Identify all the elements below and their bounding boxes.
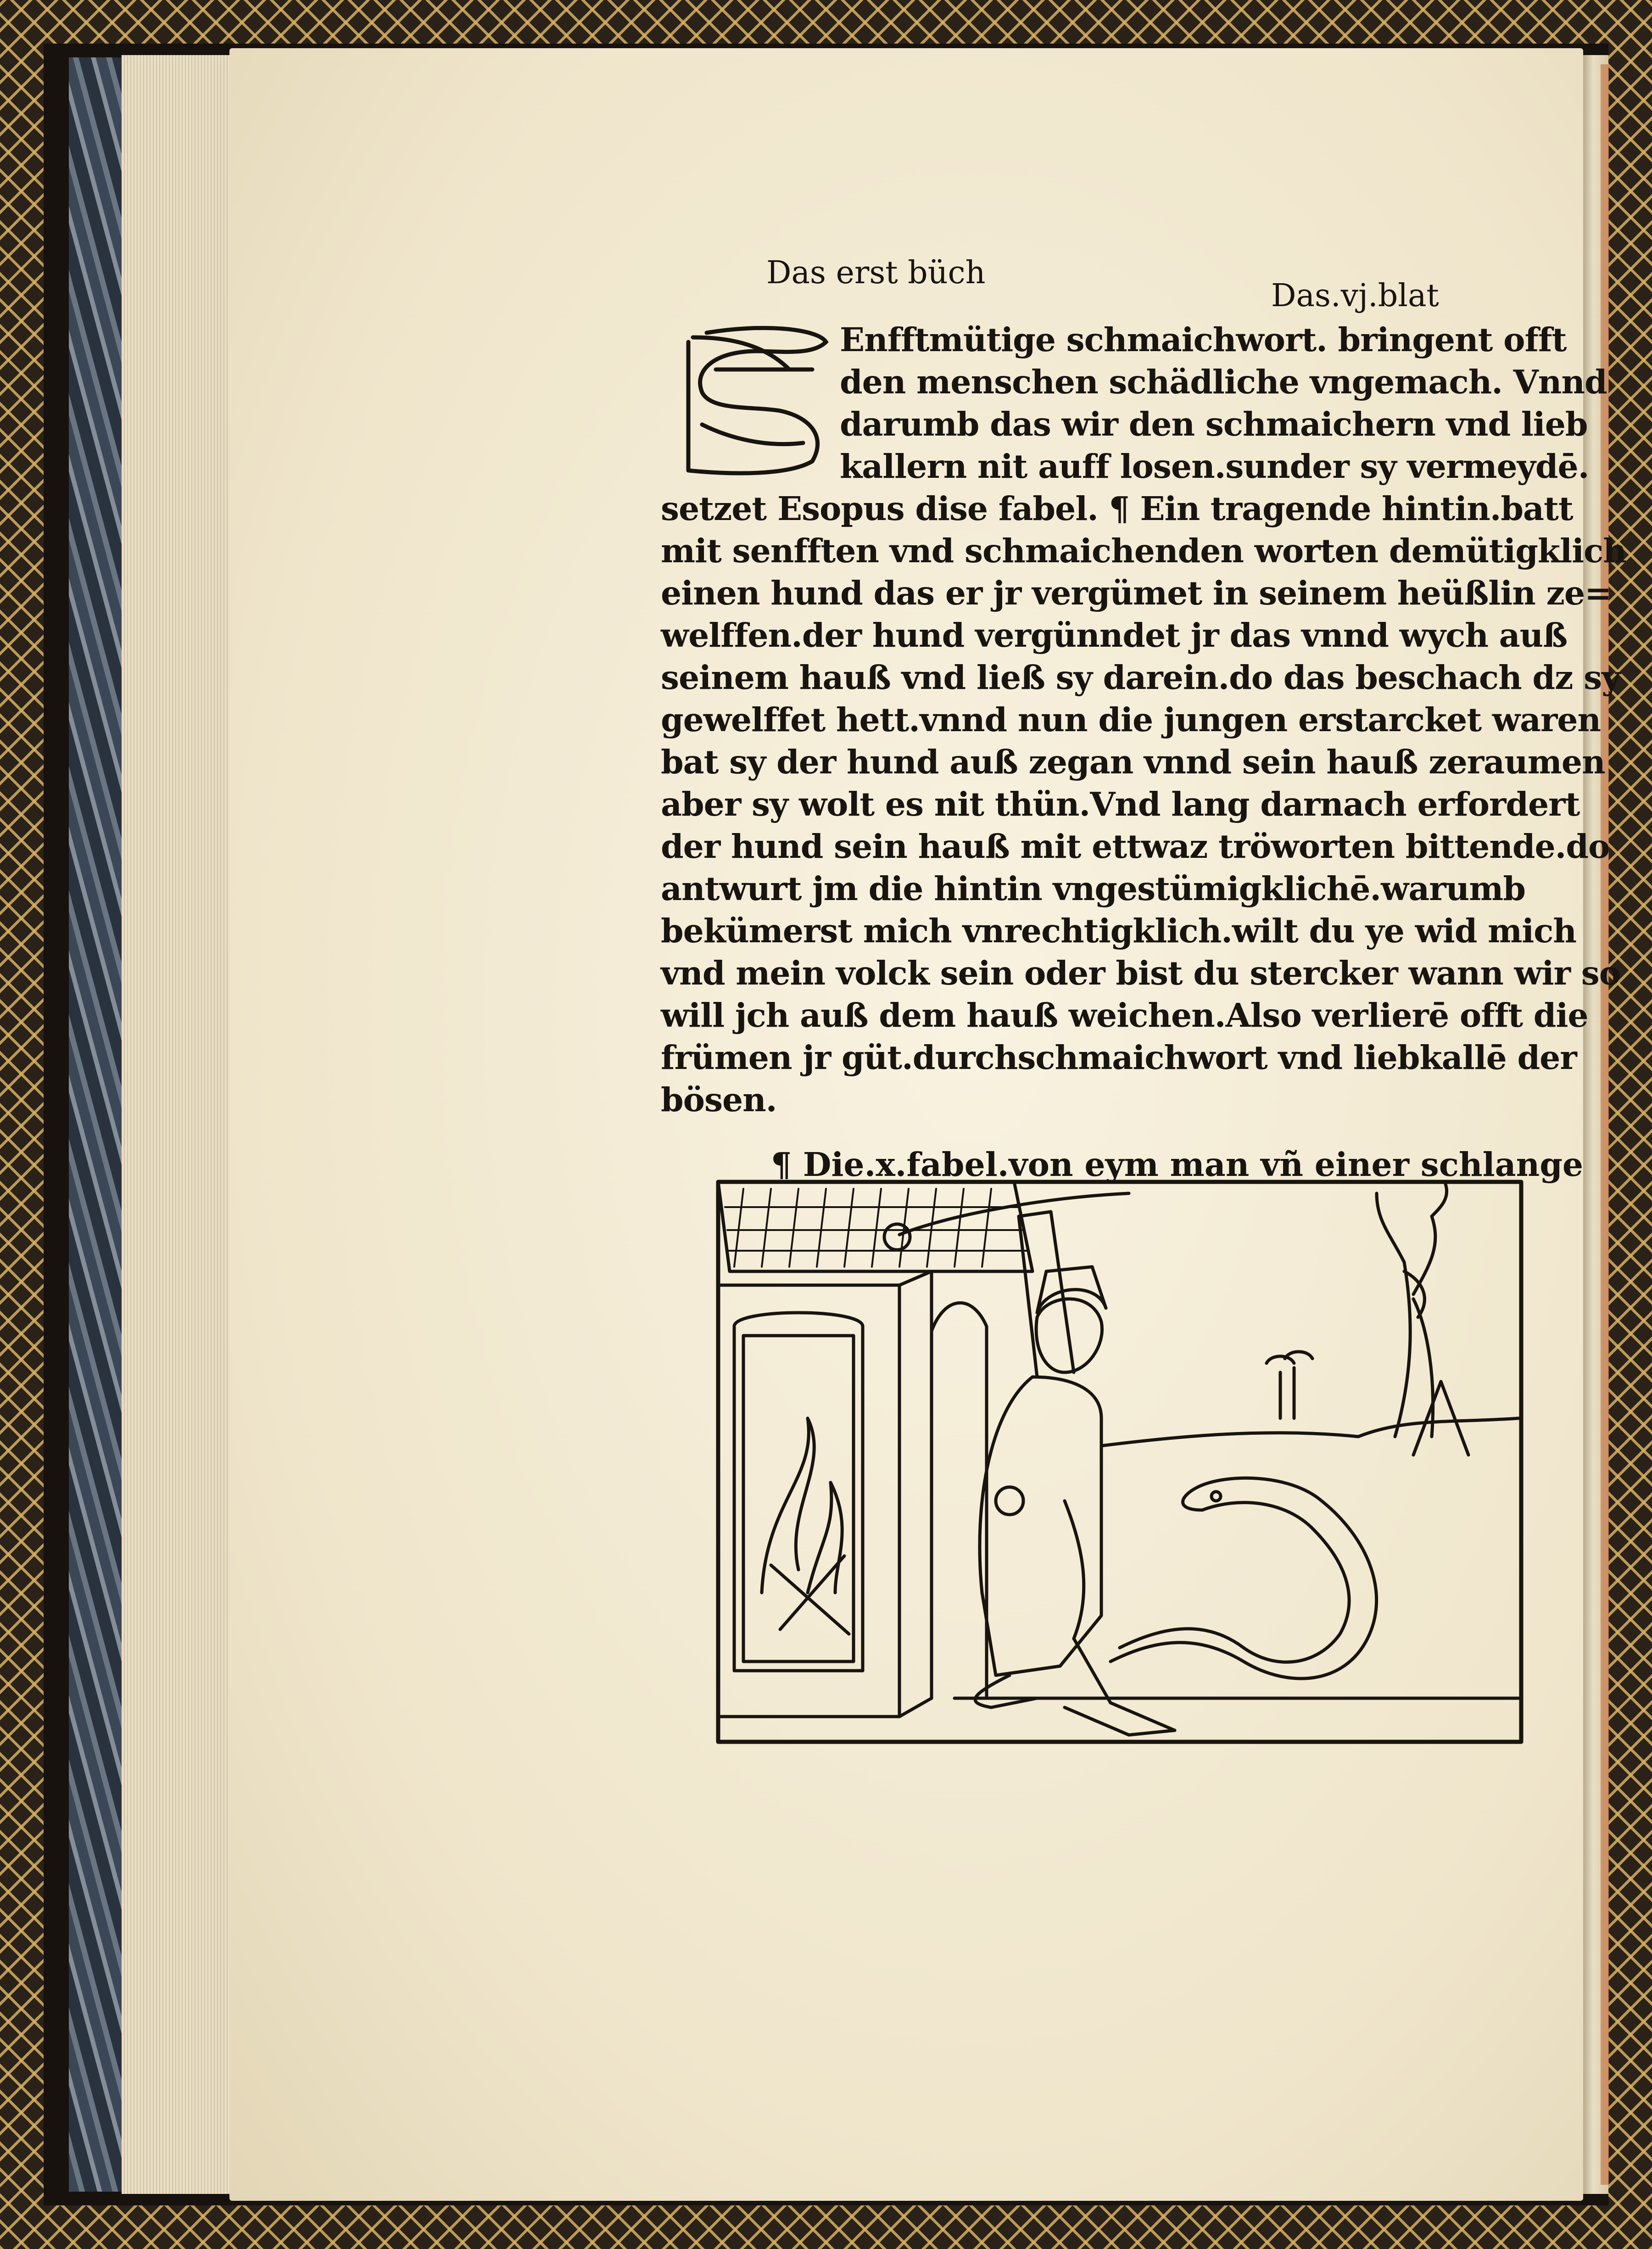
text-line: seinem hauß vnd ließ sy darein.do das beschach dz sy	[661, 658, 1620, 697]
text-line: mit senfften vnd schmaichenden worten demütigklich	[661, 531, 1626, 570]
fable-caption: ¶ Die.x.fabel.von eym man vñ einer schlange	[771, 1145, 1584, 1184]
woodcut-illustration	[716, 1180, 1524, 1744]
decorated-initial-s	[675, 319, 840, 484]
text-line: bekümerst mich vnrechtigklich.wilt du ye wid mich	[661, 912, 1577, 950]
page-edges	[122, 55, 232, 2194]
text-line: Enfftmütige schmaichwort. bringent offt	[840, 320, 1567, 359]
text-line: welffen.der hund vergünndet jr das vnnd wych auß	[661, 616, 1568, 655]
running-head-right: Das.vj.blat	[1271, 278, 1439, 314]
text-line: bösen.	[661, 1080, 777, 1119]
text-line: will jch auß dem hauß weichen.Also verlierē offt die	[661, 996, 1588, 1035]
text-line: der hund sein hauß mit ettwaz tröworten bittende.do	[661, 827, 1610, 866]
running-head-left: Das erst büch	[766, 255, 986, 291]
bare-tree	[1377, 1184, 1447, 1437]
marbled-endpaper	[69, 57, 122, 2192]
text-line: setzet Esopus dise fabel. ¶ Ein tragende hintin.batt	[661, 489, 1573, 528]
hearth-window	[734, 1313, 863, 1671]
text-line: darumb das wir den schmaichern vnd lieb	[840, 405, 1588, 443]
text-line: bat sy der hund auß zegan vnnd sein hauß zeraumen	[661, 743, 1605, 781]
text-line: den menschen schädliche vngemach. Vnnd	[840, 363, 1607, 401]
text-line: einen hund das er jr vergümet in seinem heüßlin ze=	[661, 574, 1612, 612]
house-roof	[718, 1182, 1032, 1271]
text-line: vnd mein volck sein oder bist du stercker wann wir so	[661, 954, 1621, 992]
distant-hill	[1413, 1382, 1468, 1455]
mushrooms	[1267, 1352, 1312, 1418]
snake	[1111, 1478, 1377, 1678]
text-line: kallern nit auff losen.sunder sy vermeydē.	[840, 447, 1589, 486]
text-line: aber sy wolt es nit thün.Vnd lang darnach erfordert	[661, 785, 1580, 823]
text-line: frümen jr güt.durchschmaichwort vnd liebkallē der	[661, 1038, 1577, 1077]
house-wall	[718, 1285, 899, 1717]
fire-flames	[762, 1418, 849, 1634]
house-doorway	[932, 1303, 987, 1698]
text-line: gewelffet hett.vnnd nun die jungen erstarcket waren	[661, 700, 1601, 739]
text-line: antwurt jm die hintin vngestümigklichē.warumb	[661, 869, 1526, 908]
